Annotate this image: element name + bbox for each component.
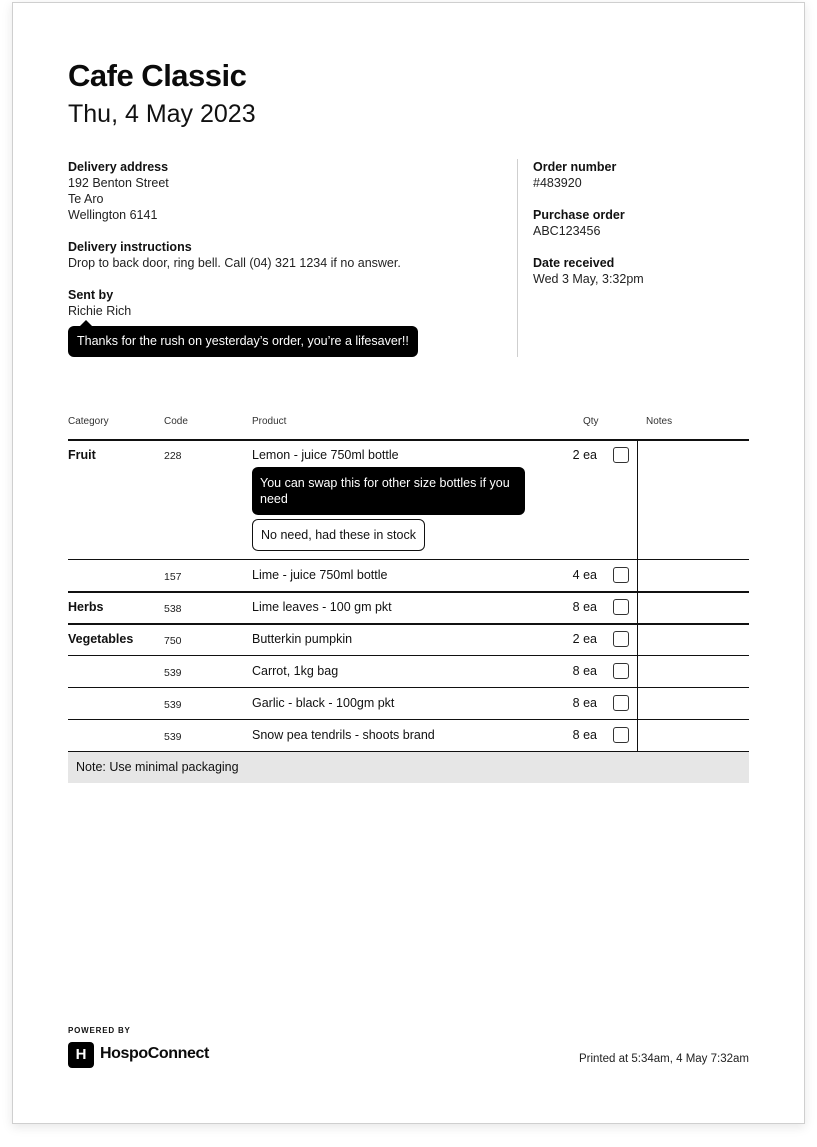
notes-column-divider (637, 440, 638, 751)
row-qty: 8 ea (572, 664, 597, 678)
row-qty: 4 ea (572, 568, 597, 582)
row-qty: 8 ea (572, 728, 597, 742)
row-divider (68, 719, 749, 720)
delivery-instructions-label: Delivery instructions (68, 240, 192, 254)
row-code: 539 (164, 731, 182, 743)
row-divider (68, 655, 749, 656)
row-qty: 8 ea (572, 696, 597, 710)
row-code: 228 (164, 450, 182, 462)
table-header-rule (68, 439, 749, 441)
date-received-label: Date received (533, 256, 615, 270)
sent-by-label: Sent by (68, 288, 114, 302)
sent-by-name: Richie Rich (68, 304, 132, 318)
row-product: Lemon - juice 750ml bottle (252, 448, 399, 462)
delivery-instructions: Drop to back door, ring bell. Call (04) 321 1234 if no answer. (68, 256, 401, 270)
row-category: Fruit (68, 448, 96, 462)
row-qty: 2 ea (572, 448, 597, 462)
header-product: Product (252, 416, 287, 427)
address-line-2: Te Aro (68, 192, 104, 206)
order-number-label: Order number (533, 160, 617, 174)
address-line-1: 192 Benton Street (68, 176, 169, 190)
hospoconnect-logo-icon: H (68, 1042, 94, 1068)
powered-by-label: POWERED BY (68, 1026, 131, 1035)
row-product: Garlic - black - 100gm pkt (252, 696, 395, 710)
page-title: Cafe Classic (68, 58, 247, 93)
row-qty: 8 ea (572, 600, 597, 614)
row-checkbox[interactable] (613, 447, 629, 463)
row-product: Lime - juice 750ml bottle (252, 568, 388, 582)
row-checkbox[interactable] (613, 663, 629, 679)
row-code: 539 (164, 667, 182, 679)
row-category: Herbs (68, 600, 104, 614)
row-code: 157 (164, 571, 182, 583)
row-category: Vegetables (68, 632, 134, 646)
order-note: Note: Use minimal packaging (68, 752, 749, 783)
hospoconnect-logo-text: HospoConnect (100, 1045, 209, 1062)
header-code: Code (164, 416, 188, 427)
column-divider (517, 159, 518, 357)
address-line-3: Wellington 6141 (68, 208, 158, 222)
customer-message-bubble: Thanks for the rush on yesterday’s order, you’re a lifesaver!! (68, 326, 418, 357)
row-divider (68, 559, 749, 560)
row-code: 750 (164, 635, 182, 647)
category-divider (68, 623, 749, 625)
row-product: Butterkin pumpkin (252, 632, 353, 646)
row-code: 538 (164, 603, 182, 615)
row-checkbox[interactable] (613, 599, 629, 615)
delivery-address-label: Delivery address (68, 160, 169, 174)
header-notes: Notes (646, 416, 673, 427)
row-divider (68, 687, 749, 688)
reply-note-bubble: No need, had these in stock (252, 519, 425, 551)
category-divider (68, 591, 749, 593)
row-checkbox[interactable] (613, 727, 629, 743)
purchase-order-label: Purchase order (533, 208, 625, 222)
header-qty: Qty (583, 416, 599, 427)
supplier-note-bubble: You can swap this for other size bottles if you need (252, 467, 525, 515)
row-product: Carrot, 1kg bag (252, 664, 339, 678)
header-category: Category (68, 416, 109, 427)
row-qty: 2 ea (572, 632, 597, 646)
row-checkbox[interactable] (613, 631, 629, 647)
printed-timestamp: Printed at 5:34am, 4 May 7:32am (578, 1053, 749, 1065)
row-code: 539 (164, 699, 182, 711)
row-checkbox[interactable] (613, 567, 629, 583)
row-product: Snow pea tendrils - shoots brand (252, 728, 435, 742)
row-checkbox[interactable] (613, 695, 629, 711)
date-received: Wed 3 May, 3:32pm (533, 272, 644, 286)
order-number: #483920 (533, 176, 582, 190)
row-product: Lime leaves - 100 gm pkt (252, 600, 392, 614)
order-date: Thu, 4 May 2023 (68, 100, 256, 128)
purchase-order: ABC123456 (533, 224, 601, 238)
